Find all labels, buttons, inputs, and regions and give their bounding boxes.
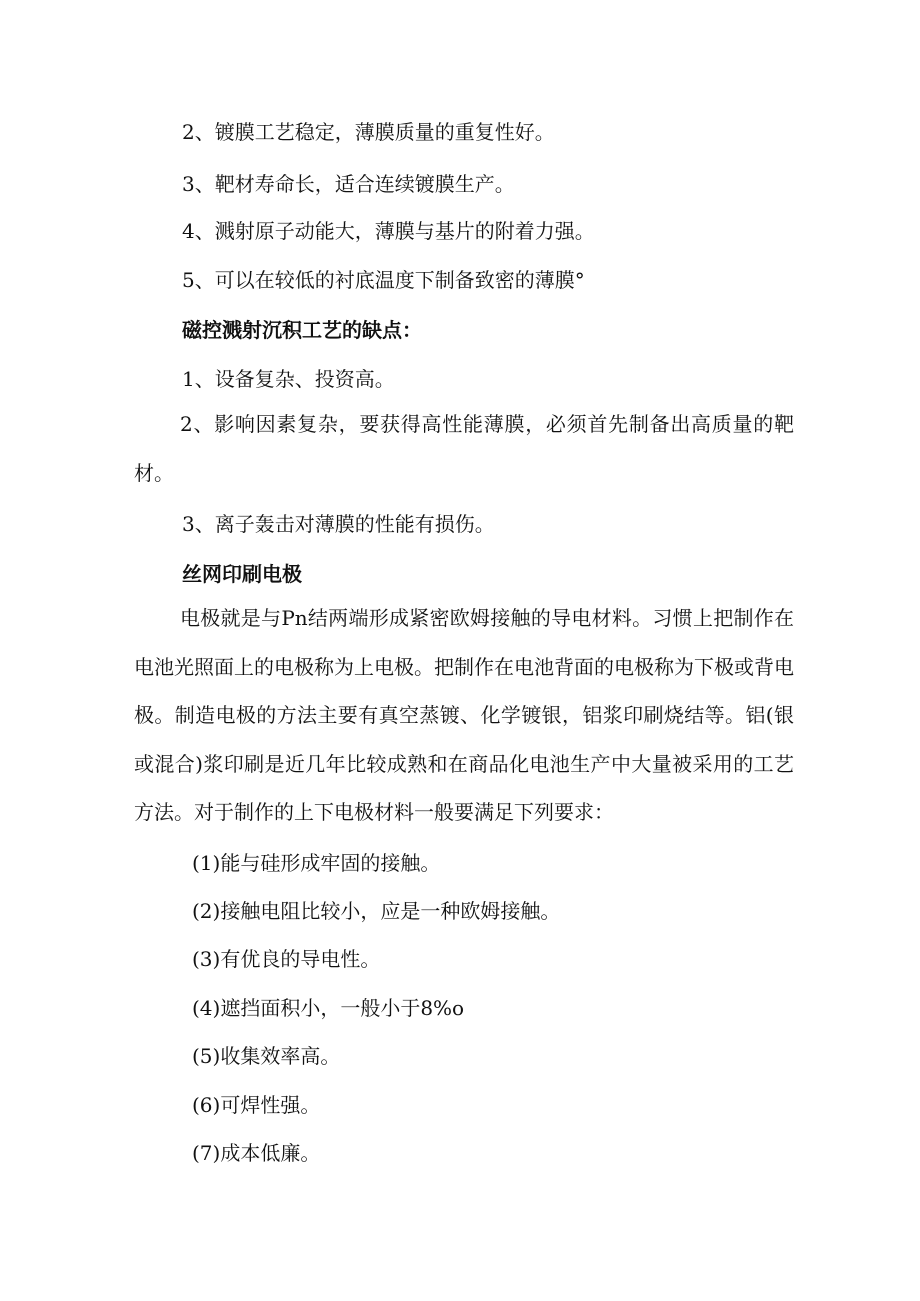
disadvantage-item-2: 2、影响因素复杂，要获得高性能薄膜，必须首先制备出高质量的靶材。	[134, 412, 794, 485]
requirement-item-7: (7)成本低廉。	[192, 1141, 321, 1165]
advantage-item-5: 5、可以在较低的衬底温度下制备致密的薄膜°	[182, 268, 585, 292]
requirement-item-1: (1)能与硅形成牢固的接触。	[192, 851, 441, 875]
disadvantage-item-3: 3、离子轰击对薄膜的性能有损伤。	[182, 512, 495, 536]
section-heading: 丝网印刷电极	[182, 562, 302, 586]
requirement-item-5: (5)收集效率高。	[192, 1044, 341, 1068]
requirement-item-2: (2)接触电阻比较小，应是一种欧姆接触。	[192, 899, 561, 923]
requirement-item-4: (4)遮挡面积小，一般小于8%o	[192, 996, 465, 1020]
advantage-item-4: 4、溅射原子动能大，薄膜与基片的附着力强。	[182, 219, 595, 243]
disadvantages-heading: 磁控溅射沉积工艺的缺点：	[182, 318, 422, 342]
requirement-item-3: (3)有优良的导电性。	[192, 947, 381, 971]
requirement-item-6: (6)可焊性强。	[192, 1093, 321, 1117]
disadvantage-item-1: 1、设备复杂、投资高。	[182, 367, 395, 391]
electrode-paragraph: 电极就是与Pn结两端形成紧密欧姆接触的导电材料。习惯上把制作在电池光照面上的电极称为上电极。把制作在电池背面的电极称为下极或背电极。制造电极的方法主要有真空蒸镀、化学镀银，铝浆印刷烧结等。铝(银或混合)浆印刷是近几年比较成熟和在商品化电池生产中大量被采用的工艺方法。对于制作的上下电极材料一般要满足下列要求：	[134, 606, 794, 825]
advantage-item-3: 3、靶材寿命长，适合连续镀膜生产。	[182, 172, 515, 196]
advantage-item-2: 2、镀膜工艺稳定，薄膜质量的重复性好。	[182, 120, 555, 144]
